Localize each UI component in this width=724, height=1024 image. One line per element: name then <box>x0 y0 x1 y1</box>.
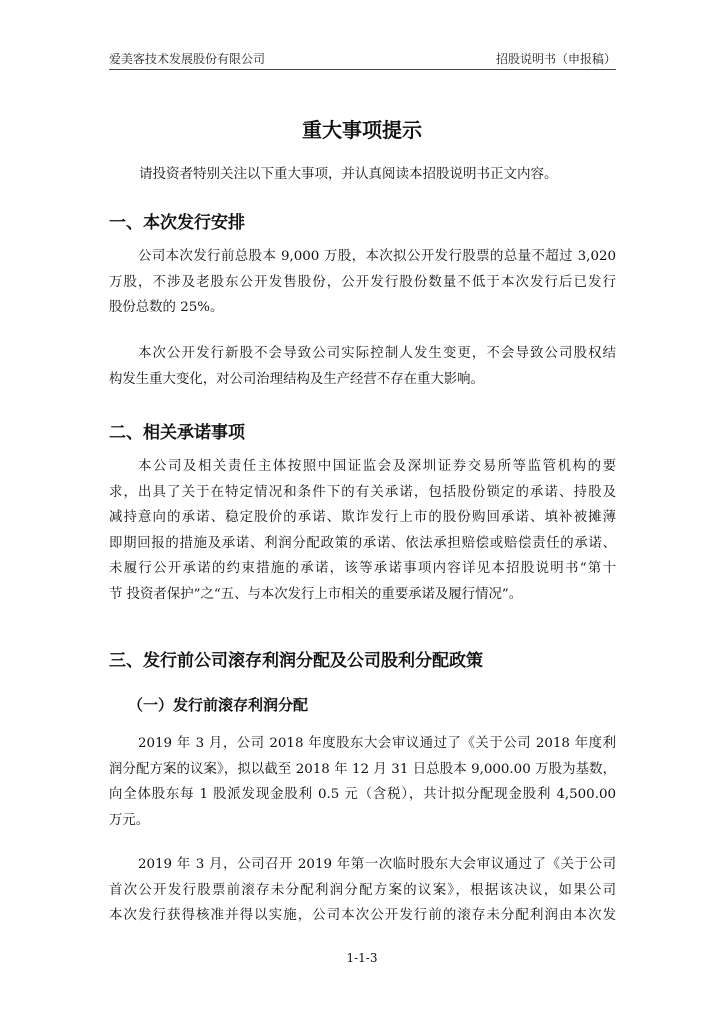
text-line: 构发生重大变化，对公司治理结构及生产经营不存在重大影响。 <box>109 371 484 387</box>
text-line: 2019 年 3 月，公司 2018 年度股东大会审议通过了《关于公司 2018 年度利 <box>138 736 616 751</box>
section-heading: 二、相关承诺事项 <box>109 423 245 443</box>
text-line: 万元。 <box>109 812 150 828</box>
page-number: 1-1-3 <box>346 951 378 965</box>
paragraph <box>109 244 616 321</box>
text-line: 2019 年 3 月，公司召开 2019 年第一次临时股东大会审议通过了《关于公司 <box>138 857 616 872</box>
paragraph <box>109 852 616 929</box>
text-line: 向全体股东每 1 股派发现金股利 0.5 元（含税），共计拟分配现金股利 4,500.00 <box>109 787 616 803</box>
text-line: 首次公开发行股票前滚存未分配利润分配方案的议案》，根据该决议，如果公司 <box>109 882 616 898</box>
text-line: 即期回报的措施及承诺、利润分配政策的承诺、依法承担赔偿或赔偿责任的承诺、 <box>109 535 616 551</box>
page-title: 重大事项提示 <box>302 118 422 142</box>
text-line: 未履行公开承诺的约束措施的承诺，该等承诺事项内容详见本招股说明书“第十 <box>109 561 616 577</box>
header-company: 爱美客技术发展股份有限公司 <box>109 52 266 66</box>
section-heading: 三、发行前公司滚存利润分配及公司股利分配政策 <box>109 651 483 671</box>
text-line: 万股，不涉及老股东公开发售股份，公开发行股份数量不低于本次发行后已发行 <box>109 274 616 290</box>
intro-text: 请投资者特别关注以下重大事项，并认真阅读本招股说明书正文内容。 <box>139 166 558 182</box>
subsection-heading: （一）发行前滚存利润分配 <box>128 696 309 714</box>
text-line: 节 投资者保护”之“五、与本次发行上市相关的重要承诺及履行情况”。 <box>109 586 523 602</box>
text-line: 本次发行获得核准并得以实施，公司本次公开发行前的滚存未分配利润由本次发 <box>109 908 616 924</box>
section-heading: 一、本次发行安排 <box>109 213 245 233</box>
text-line: 公司本次发行前总股本 9,000 万股，本次拟公开发行股票的总量不超过 3,020 <box>138 249 616 264</box>
text-line: 求，出具了关于在特定情况和条件下的有关承诺，包括股份锁定的承诺、持股及 <box>109 484 616 500</box>
text-line: 润分配方案的议案》，拟以截至 2018 年 12 月 31 日总股本 9,000.00 万股为基数， <box>109 761 616 777</box>
header-divider <box>109 69 616 70</box>
paragraph <box>109 341 616 392</box>
paragraph <box>109 731 616 833</box>
header-doc-type: 招股说明书（申报稿） <box>495 52 616 66</box>
text-line: 本次公开发行新股不会导致公司实际控制人发生变更，不会导致公司股权结 <box>138 346 616 361</box>
text-line: 减持意向的承诺、稳定股价的承诺、欺诈发行上市的股份购回承诺、填补被摊薄 <box>109 510 616 526</box>
text-line: 本公司及相关责任主体按照中国证监会及深圳证券交易所等监管机构的要 <box>138 459 616 474</box>
page-header <box>109 50 616 68</box>
paragraph <box>109 454 616 608</box>
text-line: 股份总数的 25%。 <box>109 300 224 316</box>
